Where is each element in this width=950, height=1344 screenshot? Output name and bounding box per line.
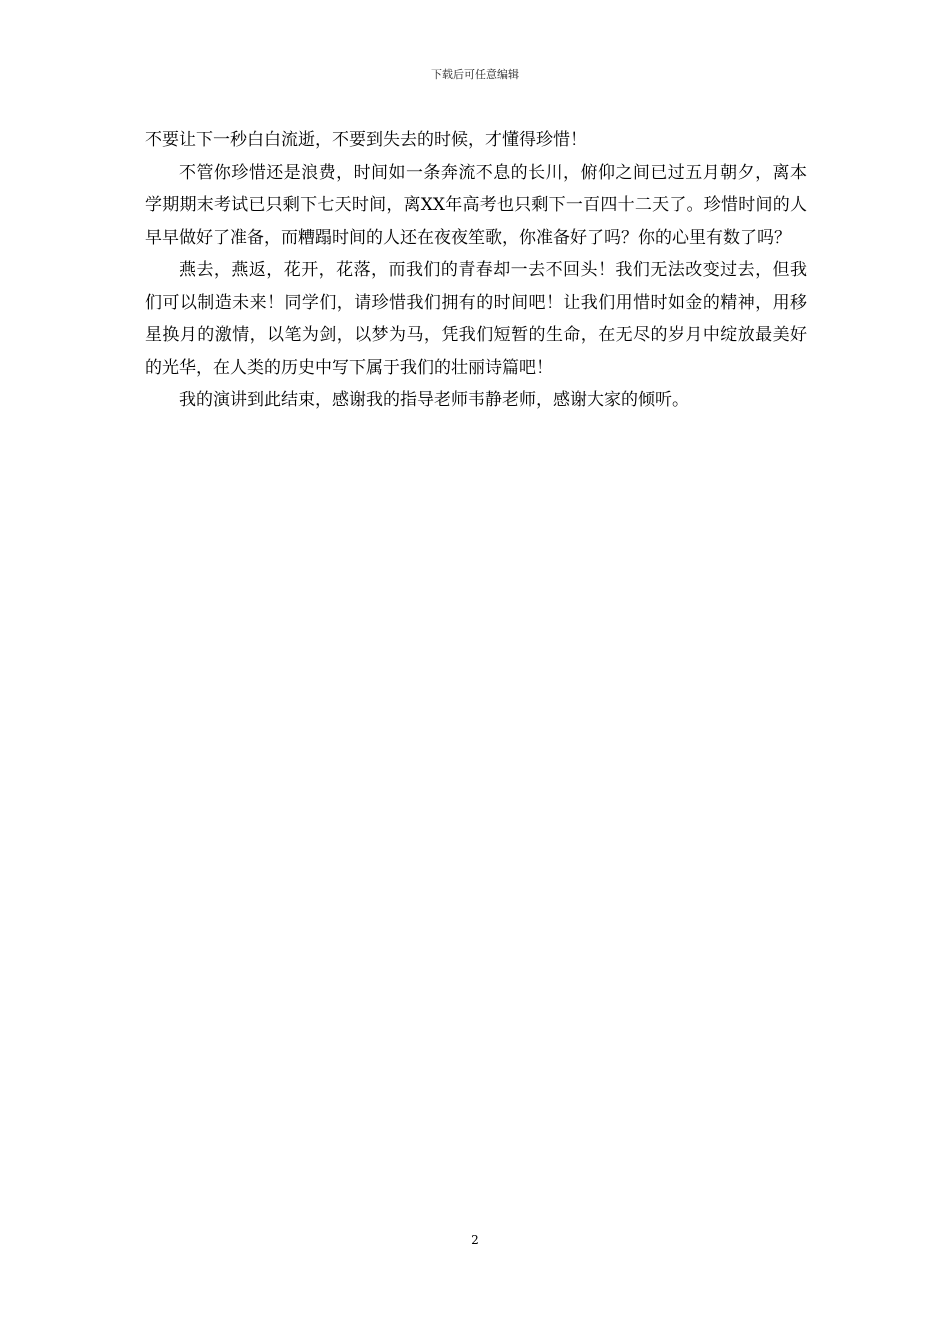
page-number: 2 xyxy=(471,1233,479,1247)
paragraph-closing: 我的演讲到此结束，感谢我的指导老师韦静老师，感谢大家的倾听。 xyxy=(179,390,689,410)
body-text xyxy=(145,124,807,417)
paragraph: 不管你珍惜还是浪费，时间如一条奔流不息的长川，俯仰之间已过五月朝夕，离本学期期末考试已只剩下七天时间，离XX年高考也只剩下一百四十二天了。珍惜时间的人早早做好了准备，而糟蹋时间的人还在夜夜笙歌，你准备好了吗？你的心里有数了吗？ xyxy=(145,162,807,248)
page-header: 下载后可任意编辑 xyxy=(431,68,519,81)
paragraph: 燕去，燕返，花开，花落，而我们的青春却一去不回头！我们无法改变过去，但我们可以制造未来！同学们，请珍惜我们拥有的时间吧！让我们用惜时如金的精神，用移星换月的激情，以笔为剑，以梦为马，凭我们短暂的生命，在无尽的岁月中绽放最美好的光华，在人类的历史中写下属于我们的壮丽诗篇吧！ xyxy=(145,260,807,378)
paragraph-continuation: 不要让下一秒白白流逝，不要到失去的时候，才懂得珍惜！ xyxy=(145,130,587,150)
